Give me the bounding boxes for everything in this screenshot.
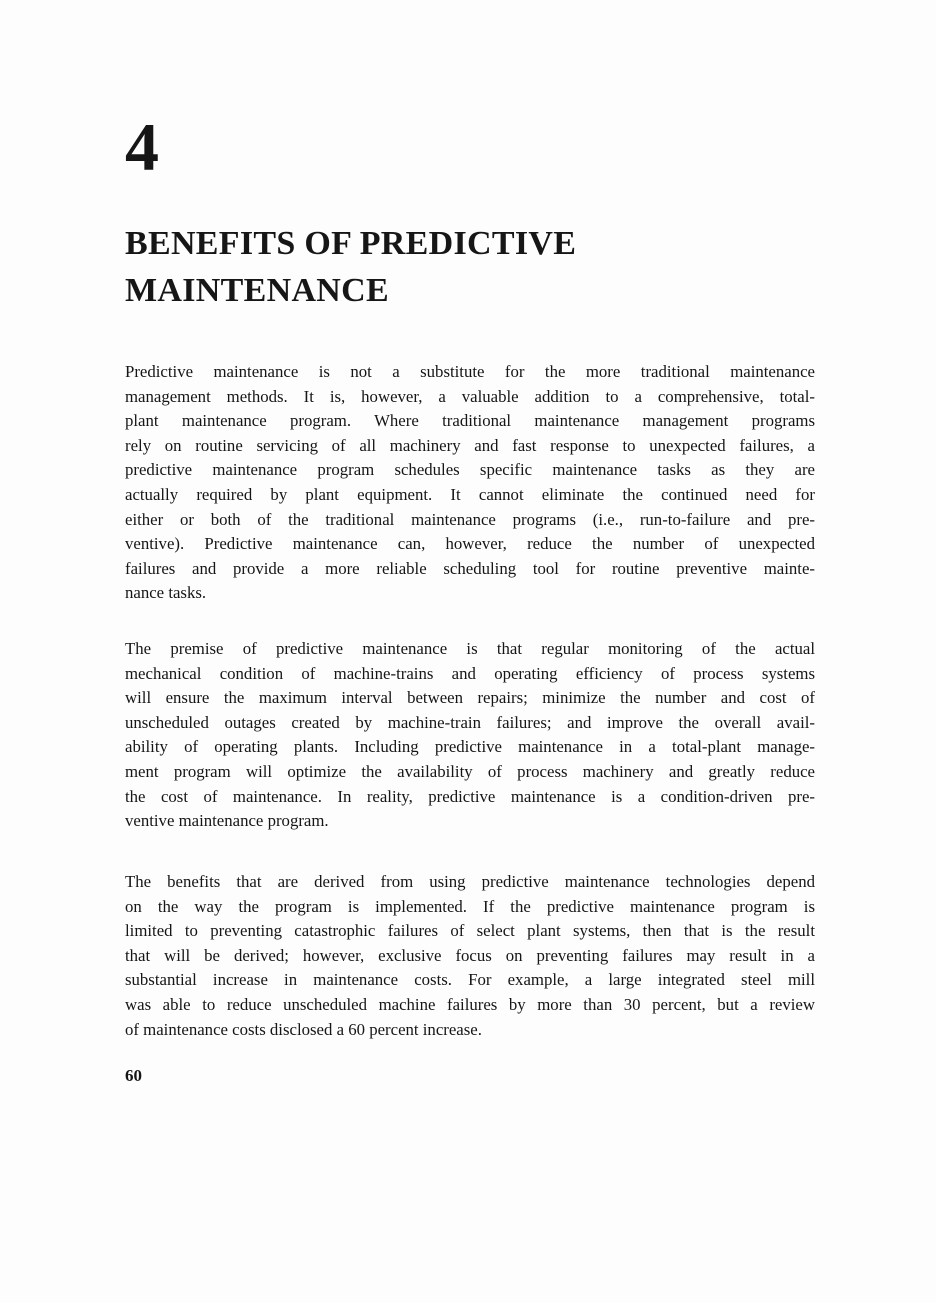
text-line: The premise of predictive maintenance is that regular monitoring of the actual [125, 639, 815, 658]
text-line: limited to preventing catastrophic failures of select plant systems, then that is the result [125, 921, 815, 941]
text-line: on the way the program is implemented. If the predictive maintenance program is [125, 896, 815, 916]
text-line: rely on routine servicing of all machinery and fast response to unexpected failures, a [125, 435, 815, 455]
text-line: of maintenance costs disclosed a 60 percent increase. [125, 1019, 482, 1039]
text-line: substantial increase in maintenance costs. For example, a large integrated steel mill [125, 970, 815, 990]
paragraph-3 [125, 870, 815, 1042]
text-line: failures and provide a more reliable scheduling tool for routine preventive mainte- [125, 558, 815, 578]
text-line: ability of operating plants. Including predictive maintenance in a total-plant manage- [125, 737, 815, 757]
text-line: the cost of maintenance. In reality, predictive maintenance is a condition-driven pre- [125, 786, 815, 806]
text-line: either or both of the traditional maintenance programs (i.e., run-to-failure and pre- [125, 509, 815, 529]
chapter-title [125, 220, 576, 314]
paragraph-1 [125, 360, 815, 606]
text-line: ventive). Predictive maintenance can, however, reduce the number of unexpected [125, 534, 815, 554]
text-line: nance tasks. [125, 583, 207, 603]
text-line: unscheduled outages created by machine-train failures; and improve the overall avail- [125, 712, 815, 732]
text-line: will ensure the maximum interval between repairs; minimize the number and cost of [125, 688, 815, 708]
chapter-number: 4 [125, 109, 159, 185]
text-line: mechanical condition of machine-trains and operating efficiency of process systems [125, 663, 815, 683]
text-line: predictive maintenance program schedules specific maintenance tasks as they are [125, 460, 815, 480]
chapter-title-line-2: MAINTENANCE [125, 272, 389, 309]
text-line: that will be derived; however, exclusive focus on preventing failures may result in a [125, 945, 815, 965]
text-line: actually required by plant equipment. It cannot eliminate the continued need for [125, 484, 815, 504]
chapter-title-line-1: BENEFITS OF PREDICTIVE [125, 225, 577, 262]
text-line: was able to reduce unscheduled machine failures by more than 30 percent, but a review [125, 994, 815, 1014]
paragraph-2 [125, 637, 815, 834]
text-line: ment program will optimize the availability of process machinery and greatly reduce [125, 761, 815, 781]
page-number: 60 [125, 1066, 142, 1085]
text-line: plant maintenance program. Where traditional maintenance management programs [125, 411, 815, 431]
text-line: management methods. It is, however, a valuable addition to a comprehensive, total- [125, 386, 815, 406]
text-line: ventive maintenance program. [125, 811, 329, 831]
text-line: Predictive maintenance is not a substitute for the more traditional maintenance [125, 362, 815, 381]
text-line: The benefits that are derived from using predictive maintenance technologies depend [125, 872, 815, 891]
